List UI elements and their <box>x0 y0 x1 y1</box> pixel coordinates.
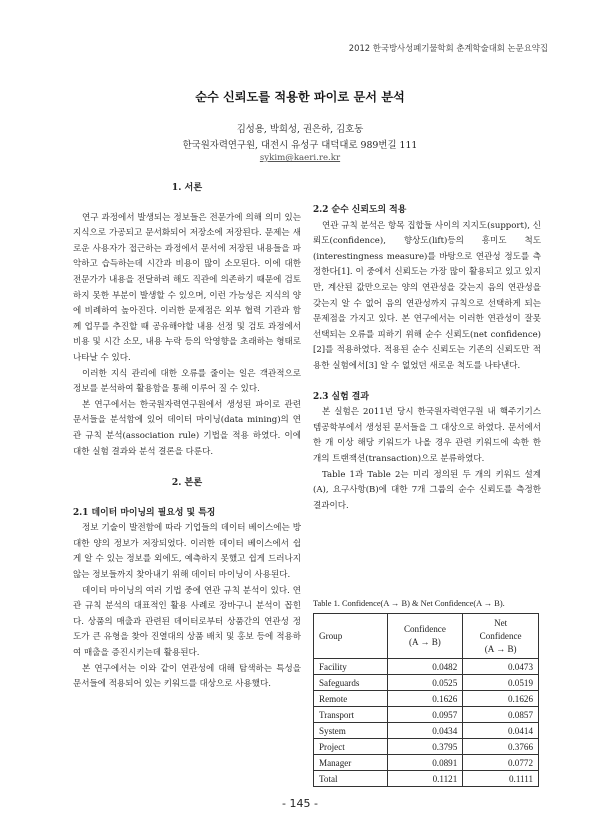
page-number: - 145 - <box>282 797 318 810</box>
intro-paragraph-1: 연구 과정에서 발생되는 정보들은 전문가에 의해 의미 있는 지식으로 가공되고 문서화되어 저장소에 저장된다. 문제는 새로운 사용자가 접근하는 과정에서 문서에 저장된 내용들을 파악하고 습득하는데 시간과 비용이 많이 소모된다. 이에 대한 전문가가 내용을 전달하려 해도 직관에 의존하기 때문에 검토하지 못한 부분이 발생할 수 있으며, 이런 가능성은 지식의 양에 비례하여 높아진다. 이러한 문제점은 외부 협력 기관과 함께 업무를 추진할 때 공유해야할 내용 선정 및 검토 과정에서 비용 및 시간 소모, 내용 누락 등의 악영향을 초래하는 형태로 나타날 수 있다. <box>73 212 301 363</box>
table-row: Facility 0.0482 0.0473 <box>314 659 539 675</box>
s23-paragraph-1: 본 실험은 2011년 당시 한국원자력연구원 내 핵주기기스템공학부에서 생성된 문서들을 그 대상으로 하였다. 문서에서 한 개 이상 해당 키워드가 나올 경우 관련 키워드에 속한 한 개의 트랜잭션(transaction)으로 분류하였다. <box>313 407 541 464</box>
table-row: Manager 0.0891 0.0772 <box>314 755 539 771</box>
paper-title: 순수 신뢰도를 적용한 파이로 문서 분석 <box>195 90 405 104</box>
right-column <box>313 180 541 514</box>
subsection-heading-2-1: 2.1 데이터 마이닝의 필요성 및 특징 <box>73 507 216 518</box>
section-heading-intro: 1. 서론 <box>171 182 203 193</box>
s21-paragraph-3: 본 연구에서는 이와 같이 연관성에 대해 탐색하는 특성을 문서들에 적용되어 있는 키워드를 대상으로 사용했다. <box>73 663 301 690</box>
table-header-row <box>314 614 539 659</box>
table-caption: Table 1. Confidence(A → B) & Net Confidence(A → B). <box>313 599 505 608</box>
s21-paragraph-1: 정보 기술이 발전함에 따라 기업들의 데이터 베이스에는 방대한 양의 정보가 저장되었다. 이러한 데이터 베이스에서 쉽게 알 수 있는 정보를 외에도, 예측하지 못했고 쉽게 드러나지 않는 정보들까지 찾아내기 위해 데이터 마이닝이 사용된다. <box>73 523 301 581</box>
intro-paragraph-2: 이러한 지식 관리에 대한 오류를 줄이는 일은 객관적으로 정보를 분석하여 활용함을 통해 이루어 질 수 있다. <box>73 368 301 395</box>
subsection-heading-2-3: 2.3 실험 결과 <box>313 391 369 402</box>
header-group: Group <box>314 614 388 659</box>
table-row: Project 0.3795 0.3766 <box>314 739 539 755</box>
s22-paragraph-1: 연관 규칙 분석은 항목 집합들 사이의 지지도(support), 신뢰도(confidence), 향상도(lift)등의 흥미도 척도(interestingness measure)를 바탕으로 연관성 정도를 측정한다[1]. 이 중에서 신뢰도는 가장 많이 활용되고 있고 있지만, 계산된 값만으로는 양의 연관성을 갖는지 음의 연관성을 갖는지 알 수 없어 음의 연관성까지 규칙으로 선택하게 되는 문제점을 가지고 있다. 본 연구에서는 이러한 연관성이 잘못 선택되는 오류를 피하기 위해 순수 신뢰도(net confidence)[2]를 적용하였다. 적용된 순수 신뢰도는 기존의 신뢰도만 적용한 실험에서[3] 알 수 없었던 새로운 척도를 나타낸다. <box>313 220 541 371</box>
s23-paragraph-2: Table 1과 Table 2는 미리 정의된 두 개의 키워드 설계(A), 요구사항(B)에 대한 7개 그룹의 순수 신뢰도를 측정한 결과이다. <box>313 469 541 511</box>
left-column <box>73 180 301 693</box>
affiliation: 한국원자력연구원, 대전시 유성구 대덕대로 989번길 111 <box>182 140 418 151</box>
table-row: System 0.0434 0.0414 <box>314 723 539 739</box>
header-net-confidence: Net Confidence (A → B) <box>463 614 539 659</box>
table-row: Total 0.1121 0.1111 <box>314 771 539 787</box>
author-email: sykim@kaeri.re.kr <box>259 153 341 163</box>
s21-paragraph-2: 데이터 마이닝의 여러 기법 중에 연관 규칙 분석이 있다. 연관 규칙 분석의 대표적인 활용 사례로 장바구니 분석이 꼽힌다. 상품의 매출과 관련된 데이터로부터 상품간의 연관성 정도가 큰 유형을 찾아 진열대의 상품 배치 및 홍보 등에 적용하여 매출을 증진시키는데 활용된다. <box>73 585 301 659</box>
confidence-table <box>313 613 539 787</box>
header-confidence: Confidence (A → B) <box>387 614 463 659</box>
section-heading-body: 2. 본론 <box>171 477 203 489</box>
intro-paragraph-3: 본 연구에서는 한국원자력연구원에서 생성된 파이로 관련 문서들을 분석함에 있어 데이터 마이닝(data mining)의 연관 규칙 분석(association rule) 기법을 적용 하였다. 이에 대한 실험 결과와 분석 결론을 다룬다. <box>73 399 301 457</box>
author-list: 김성용, 박희성, 권은하, 김호동 <box>236 124 364 135</box>
table-row: Transport 0.0957 0.0857 <box>314 707 539 723</box>
subsection-heading-2-2: 2.2 순수 신뢰도의 적용 <box>313 205 407 215</box>
table-row: Safeguards 0.0525 0.0519 <box>314 675 539 691</box>
table-row: Remote 0.1626 0.1626 <box>314 691 539 707</box>
running-header: 2012 한국방사성폐기물학회 춘계학술대회 논문요약집 <box>348 43 548 53</box>
